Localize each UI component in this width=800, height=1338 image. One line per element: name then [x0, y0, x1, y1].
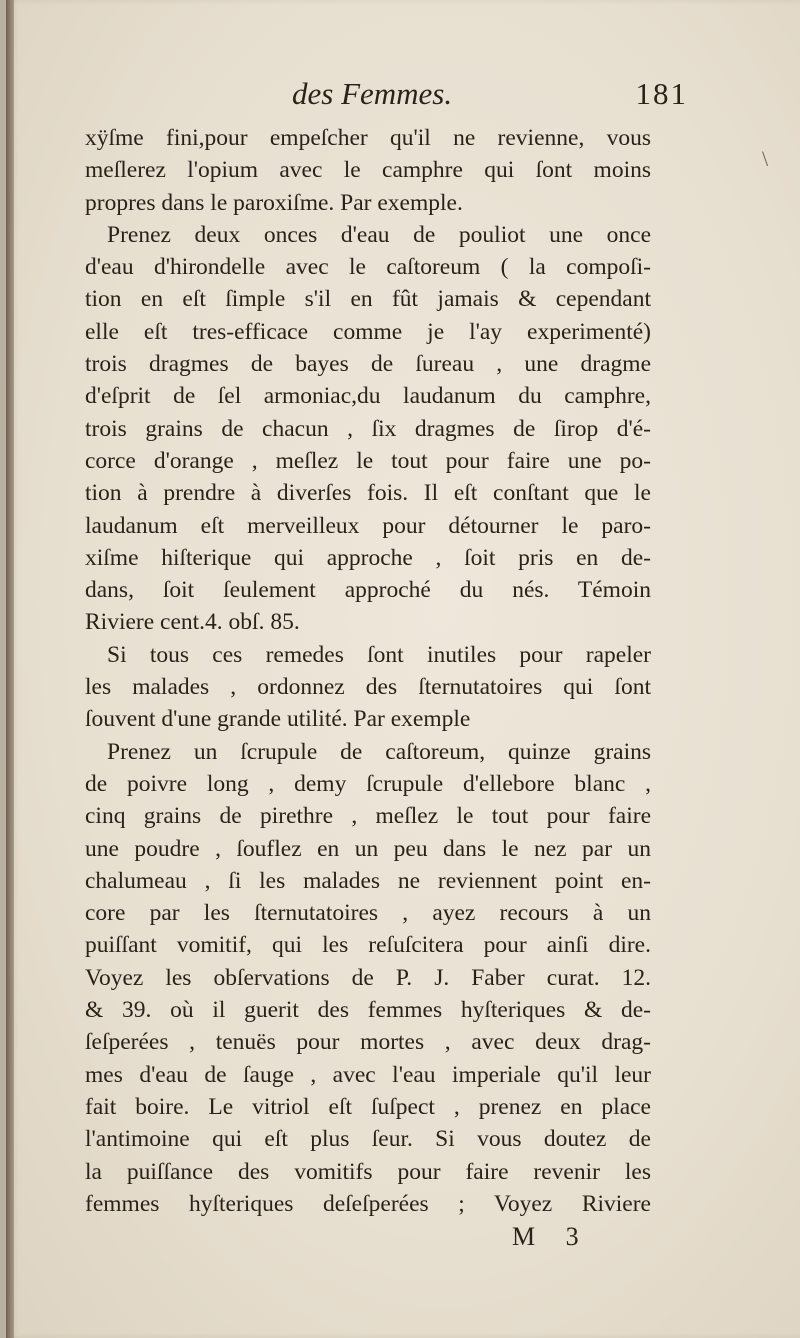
text-line: l'antimoine qui eſt plus ſeur. Si vous doutez de [85, 1126, 651, 1153]
page-number: 181 [635, 76, 688, 111]
text-line: cinq grains de pirethre , meſlez le tout pour faire [85, 803, 651, 830]
text-line: d'eau d'hirondelle avec le caſtoreum ( la compoſi- [85, 254, 651, 281]
page-header [86, 72, 686, 118]
text-line: dans, ſoit ſeulement approché du nés. Témoin [85, 577, 651, 604]
text-line: de poivre long , demy ſcrupule d'ellebore blanc , [85, 770, 651, 797]
book-page [6, 0, 800, 1338]
text-line: core par les ſternutatoires , ayez recours à un [85, 900, 651, 927]
text-line: Voyez les obſervations de P. J. Faber curat. 12. [85, 964, 651, 991]
text-line: chalumeau , ſi les malades ne reviennent point en- [85, 867, 651, 894]
text-line: fait boire. Le vitriol eſt ſuſpect , prenez en place [85, 1093, 651, 1120]
margin-mark: \ [762, 146, 769, 171]
text-line: tion en eſt ſimple s'il en fût jamais & cependant [85, 286, 651, 313]
text-line: les malades , ordonnez des ſternutatoires qui ſont [85, 674, 651, 701]
text-line: xÿſme fini,pour empeſcher qu'il ne revienne, vous [85, 125, 651, 151]
text-line: trois dragmes de bayes de ſureau , une dragme [85, 351, 651, 378]
text-line: ſouvent d'une grande utilité. Par exemple [85, 706, 471, 733]
text-line: Si tous ces remedes ſont inutiles pour rapeler [107, 641, 651, 668]
text-line: corce d'orange , meſlez le tout pour faire une po- [85, 447, 651, 474]
body-text [85, 122, 651, 1220]
text-line: laudanum eſt merveilleux pour détourner le paro- [85, 512, 651, 539]
text-line: xiſme hiſterique qui approche , ſoit pris en de- [85, 544, 651, 571]
text-line: d'eſprit de ſel armoniac,du laudanum du camphre, [85, 383, 651, 410]
text-line: & 39. où il guerit des femmes hyſteriques & de- [85, 997, 651, 1024]
text-line: tion à prendre à diverſes fois. Il eſt conſtant que le [85, 480, 651, 507]
text-line: la puiſſance des vomitifs pour faire revenir les [85, 1158, 651, 1185]
text-line: Prenez un ſcrupule de caſtoreum, quinze grains [107, 738, 651, 765]
text-line: mes d'eau de ſauge , avec l'eau imperiale qu'il leur [85, 1061, 651, 1088]
text-line: Prenez deux onces d'eau de pouliot une once [107, 221, 651, 248]
text-line: meſlerez l'opium avec le camphre qui ſont moins [85, 157, 651, 184]
text-line: propres dans le paroxiſme. Par exemple. [85, 189, 463, 216]
text-line: puiſſant vomitif, qui les reſuſcitera pour ainſi dire. [85, 932, 651, 959]
text-line: trois grains de chacun , ſix dragmes de ſirop d'é- [85, 415, 651, 442]
text-line: femmes hyſteriques deſeſperées ; Voyez Riviere [85, 1190, 651, 1217]
page-binding-edge [6, 0, 14, 1338]
text-line: une poudre , ſouflez en un peu dans le nez par un [85, 835, 651, 862]
text-line: ſeſperées , tenuës pour mortes , avec deux drag- [85, 1029, 651, 1056]
running-title: des Femmes. [292, 76, 453, 111]
text-line: elle eſt tres-efficace comme je l'ay experimenté) [85, 318, 651, 345]
text-line: Riviere cent.4. obſ. 85. [85, 609, 300, 636]
signature-mark: M 3 [512, 1222, 591, 1251]
